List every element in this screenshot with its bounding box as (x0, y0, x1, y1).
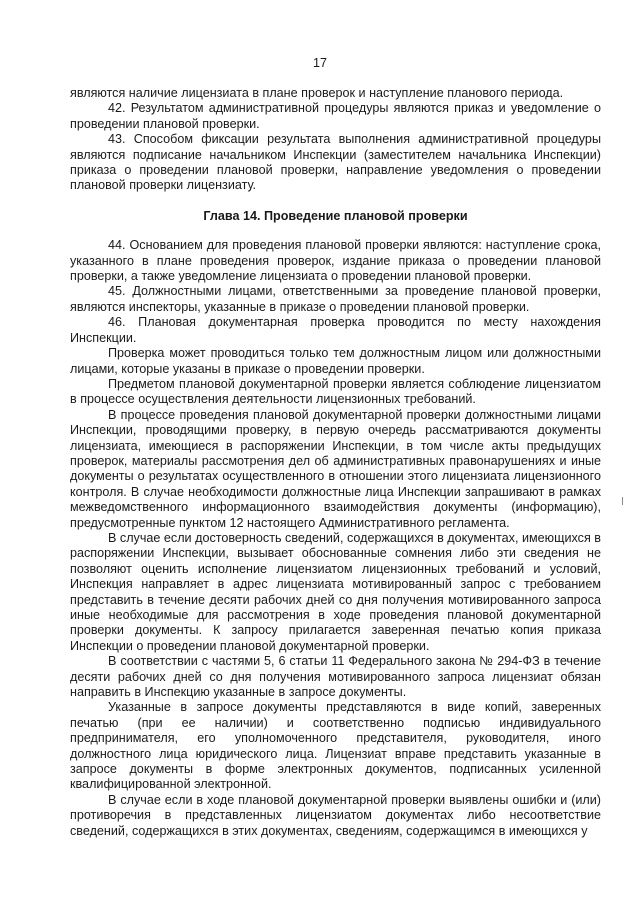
paragraph: В случае если в ходе плановой документарной проверки выявлены ошибки и (или) противоречия в представленных лицензиатом документах либо несоответствие сведений, содержащихся в этих документах, сведениям, содержащимся в имеющихся у (70, 792, 601, 838)
paragraph: В процессе проведения плановой документарной проверки должностными лицами Инспекции, проводящими проверку, в первую очередь рассматриваются документы лицензиата, имеющиеся в распоряжении Инспекции, в том числе акты предыдущих проверок, материалы рассмотрения дел об административных правонарушениях и иные документы о результатах осуществленного в отношении этого лицензиата лицензионного контроля. В случае необходимости должностные лица Инспекции запрашивают в рамках межведомственного информационного взаимодействия документы (информацию), предусмотренные пунктом 12 настоящего Административного регламента. (70, 407, 601, 530)
paragraph-42: 42. Результатом административной процедуры являются приказ и уведомление о проведении плановой проверки. (70, 101, 601, 131)
paragraph-43: 43. Способом фиксации результата выполнения административной процедуры являются подписание начальником Инспекции (заместителем начальника Инспекции) приказа о проведении плановой проверки, направление уведомления о проведении плановой проверки лицензиату. (70, 132, 601, 193)
paragraph-44: 44. Основанием для проведения плановой проверки являются: наступление срока, указанного в плане проведения проверок, издание приказа о проведении плановой проверки, а также уведомление лицензиата о проведении плановой проверки. (70, 238, 601, 284)
page-number: 17 (312, 56, 327, 70)
paragraph: В случае если достоверность сведений, содержащихся в документах, имеющихся в распоряжении Инспекции, вызывает обоснованные сомнения либо эти сведения не позволяют оценить исполнение лицензиатом лицензионных требований и условий, Инспекция направляет в адрес лицензиата мотивированный запрос с требованием представить в течение десяти рабочих дней со дня получения мотивированного запроса иные необходимые для рассмотрения в ходе проведения плановой документарной проверки документы. К запросу прилагается заверенная печатью копия приказа Инспекции о проведении плановой документарной проверки. (70, 530, 601, 653)
scan-edge-mark (622, 497, 627, 505)
paragraph-46: 46. Плановая документарная проверка проводится по месту нахождения Инспекции. (70, 315, 601, 345)
paragraph: Указанные в запросе документы представляются в виде копий, заверенных печатью (при ее наличии) и соответственно подписью индивидуального предпринимателя, его уполномоченного представителя, руководителя, иного должностного лица юридического лица. Лицензиат вправе представить указанные в запросе документы в форме электронных документов, подписанных усиленной квалифицированной электронной. (70, 700, 601, 792)
paragraph-45: 45. Должностными лицами, ответственными за проведение плановой проверки, являются инспекторы, указанные в приказе о проведении плановой проверки. (70, 284, 601, 314)
document-body (70, 86, 601, 839)
paragraph: В соответствии с частями 5, 6 статьи 11 Федерального закона № 294-ФЗ в течение десяти рабочих дней со дня получения мотивированного запроса лицензиат обязан направить в Инспекцию указанные в запросе документы. (70, 654, 601, 700)
chapter-heading: Глава 14. Проведение плановой проверки (203, 208, 468, 223)
paragraph: являются наличие лицензиата в плане проверок и наступление планового периода. (70, 86, 564, 100)
paragraph: Предметом плановой документарной проверки является соблюдение лицензиатом в процессе осуществления деятельности лицензионных требований. (70, 376, 601, 407)
paragraph: Проверка может проводиться только тем должностным лицом или должностными лицами, которые указаны в приказе о проведении проверки. (70, 346, 601, 376)
document-page (70, 56, 601, 839)
